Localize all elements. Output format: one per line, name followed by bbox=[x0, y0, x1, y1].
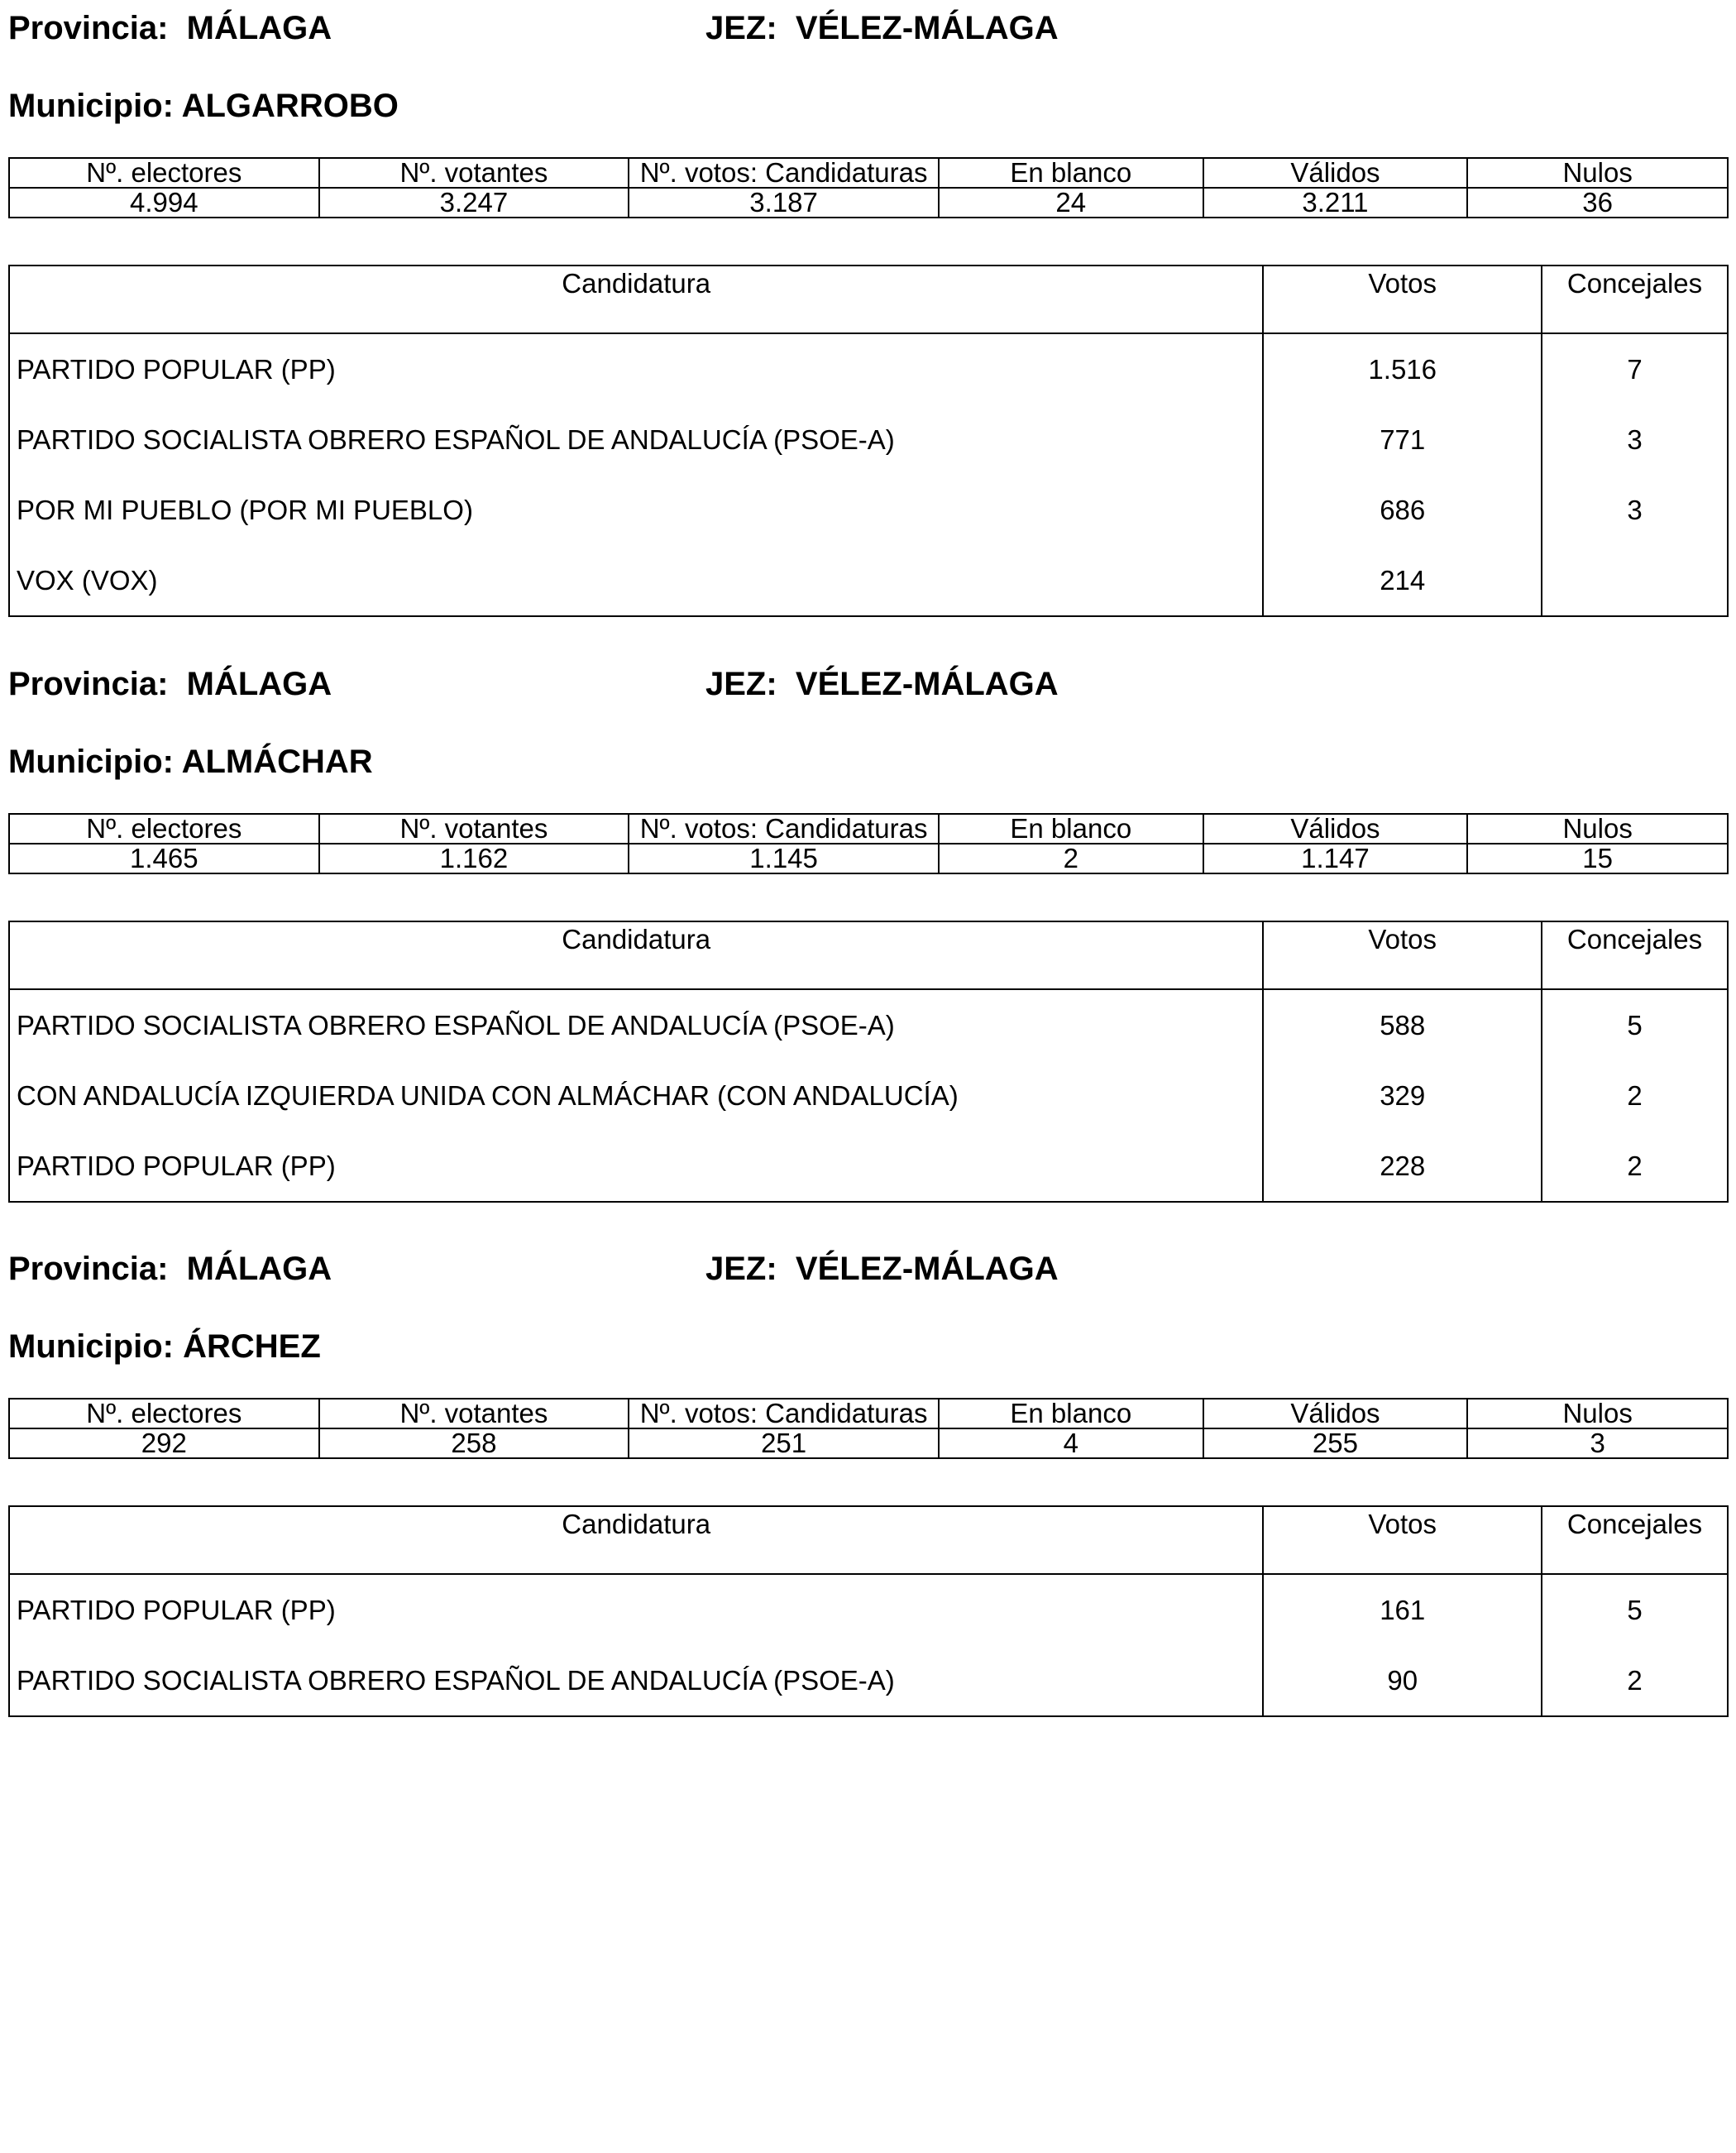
jez-label: JEZ: bbox=[705, 10, 777, 46]
votos-header: Votos bbox=[1263, 921, 1542, 989]
candidatura-concejales: 2 bbox=[1627, 1664, 1643, 1696]
stats-header-votantes: Nº. votantes bbox=[319, 158, 629, 188]
concejales-header: Concejales bbox=[1542, 1506, 1728, 1574]
stats-header-validos: Válidos bbox=[1203, 1399, 1468, 1428]
stats-value-row bbox=[9, 1428, 1728, 1458]
candidaturas-table bbox=[8, 265, 1729, 617]
concejales-header: Concejales bbox=[1542, 266, 1728, 333]
candidaturas-table bbox=[8, 1505, 1729, 1717]
stats-value-validos: 3.211 bbox=[1203, 188, 1468, 218]
stats-value-row bbox=[9, 844, 1728, 873]
municipio-label: Municipio: bbox=[8, 88, 174, 124]
votos-header: Votos bbox=[1263, 1506, 1542, 1574]
candidatura-name: CON ANDALUCÍA IZQUIERDA UNIDA CON ALMÁCHAR (CON ANDALUCÍA) bbox=[9, 1060, 1263, 1131]
stats-value-nulos: 36 bbox=[1467, 188, 1728, 218]
candidatura-concejales: 7 bbox=[1627, 353, 1643, 385]
candidatura-name: PARTIDO POPULAR (PP) bbox=[9, 1574, 1263, 1645]
stats-value-en-blanco: 24 bbox=[939, 188, 1203, 218]
municipio-line bbox=[8, 86, 399, 126]
candidatura-name: PARTIDO POPULAR (PP) bbox=[9, 1131, 1263, 1202]
candidatura-votos: 161 bbox=[1263, 1574, 1542, 1645]
candidatura-row bbox=[9, 333, 1728, 404]
stats-value-votos-cand: 251 bbox=[629, 1428, 939, 1458]
provincia-label: Provincia: bbox=[8, 666, 169, 702]
candidatura-concejales: 5 bbox=[1627, 1009, 1643, 1041]
candidaturas-header-row bbox=[9, 921, 1728, 989]
candidatura-row bbox=[9, 545, 1728, 616]
stats-value-electores: 1.465 bbox=[9, 844, 319, 873]
stats-header-row bbox=[9, 1399, 1728, 1428]
candidatura-concejales: 5 bbox=[1627, 1594, 1643, 1625]
jez-value: VÉLEZ-MÁLAGA bbox=[795, 666, 1059, 702]
stats-header-validos: Válidos bbox=[1203, 814, 1468, 844]
jez-label: JEZ: bbox=[705, 1251, 777, 1287]
candidaturas-header-row bbox=[9, 1506, 1728, 1574]
candidatura-row bbox=[9, 475, 1728, 545]
jez-line bbox=[705, 664, 1059, 704]
municipio-value: ALMÁCHAR bbox=[181, 744, 373, 780]
municipio-label: Municipio: bbox=[8, 744, 174, 780]
stats-header-validos: Válidos bbox=[1203, 158, 1468, 188]
candidatura-row bbox=[9, 404, 1728, 475]
candidatura-votos: 588 bbox=[1263, 989, 1542, 1060]
stats-header-electores: Nº. electores bbox=[9, 814, 319, 844]
candidatura-votos: 90 bbox=[1263, 1645, 1542, 1716]
candidatura-name: PARTIDO SOCIALISTA OBRERO ESPAÑOL DE ANDALUCÍA (PSOE-A) bbox=[9, 989, 1263, 1060]
votos-header: Votos bbox=[1263, 266, 1542, 333]
stats-value-electores: 4.994 bbox=[9, 188, 319, 218]
stats-header-votos-cand: Nº. votos: Candidaturas bbox=[629, 1399, 939, 1428]
stats-value-votantes: 3.247 bbox=[319, 188, 629, 218]
stats-value-validos: 255 bbox=[1203, 1428, 1468, 1458]
stats-value-electores: 292 bbox=[9, 1428, 319, 1458]
candidatura-row bbox=[9, 1131, 1728, 1202]
provincia-value: MÁLAGA bbox=[186, 1251, 332, 1287]
provincia-value: MÁLAGA bbox=[186, 10, 332, 46]
provincia-line bbox=[8, 8, 332, 48]
candidatura-concejales: 3 bbox=[1627, 494, 1643, 525]
municipio-line bbox=[8, 742, 373, 782]
stats-header-electores: Nº. electores bbox=[9, 1399, 319, 1428]
jez-value: VÉLEZ-MÁLAGA bbox=[795, 1251, 1059, 1287]
stats-header-votos-cand: Nº. votos: Candidaturas bbox=[629, 814, 939, 844]
stats-value-votantes: 1.162 bbox=[319, 844, 629, 873]
stats-value-validos: 1.147 bbox=[1203, 844, 1468, 873]
stats-value-nulos: 15 bbox=[1467, 844, 1728, 873]
candidatura-votos: 1.516 bbox=[1263, 333, 1542, 404]
candidaturas-table bbox=[8, 921, 1729, 1203]
stats-value-en-blanco: 2 bbox=[939, 844, 1203, 873]
stats-header-nulos: Nulos bbox=[1467, 814, 1728, 844]
candidatura-concejales: 2 bbox=[1627, 1079, 1643, 1111]
stats-header-votos-cand: Nº. votos: Candidaturas bbox=[629, 158, 939, 188]
stats-header-row bbox=[9, 814, 1728, 844]
stats-value-en-blanco: 4 bbox=[939, 1428, 1203, 1458]
concejales-header: Concejales bbox=[1542, 921, 1728, 989]
candidatura-votos: 771 bbox=[1263, 404, 1542, 475]
candidatura-votos: 214 bbox=[1263, 545, 1542, 616]
municipio-value: ALGARROBO bbox=[181, 88, 399, 124]
candidatura-name: POR MI PUEBLO (POR MI PUEBLO) bbox=[9, 475, 1263, 545]
stats-header-nulos: Nulos bbox=[1467, 1399, 1728, 1428]
candidatura-row bbox=[9, 1645, 1728, 1716]
candidatura-name: PARTIDO POPULAR (PP) bbox=[9, 333, 1263, 404]
stats-header-en-blanco: En blanco bbox=[939, 158, 1203, 188]
stats-header-votantes: Nº. votantes bbox=[319, 1399, 629, 1428]
candidatura-name: PARTIDO SOCIALISTA OBRERO ESPAÑOL DE ANDALUCÍA (PSOE-A) bbox=[9, 404, 1263, 475]
candidatura-name: PARTIDO SOCIALISTA OBRERO ESPAÑOL DE ANDALUCÍA (PSOE-A) bbox=[9, 1645, 1263, 1716]
candidatura-concejales: 2 bbox=[1627, 1150, 1643, 1181]
municipio-line bbox=[8, 1327, 321, 1366]
stats-header-votantes: Nº. votantes bbox=[319, 814, 629, 844]
municipio-value: ÁRCHEZ bbox=[183, 1328, 321, 1365]
candidatura-concejales: 3 bbox=[1627, 423, 1643, 455]
jez-line bbox=[705, 1249, 1059, 1289]
provincia-line bbox=[8, 664, 332, 704]
municipio-label: Municipio: bbox=[8, 1328, 174, 1365]
stats-header-electores: Nº. electores bbox=[9, 158, 319, 188]
stats-table bbox=[8, 1398, 1729, 1459]
candidatura-row bbox=[9, 1574, 1728, 1645]
jez-value: VÉLEZ-MÁLAGA bbox=[795, 10, 1059, 46]
candidatura-header: Candidatura bbox=[9, 266, 1263, 333]
stats-value-row bbox=[9, 188, 1728, 218]
stats-value-votos-cand: 3.187 bbox=[629, 188, 939, 218]
provincia-line bbox=[8, 1249, 332, 1289]
provincia-value: MÁLAGA bbox=[186, 666, 332, 702]
candidatura-votos: 329 bbox=[1263, 1060, 1542, 1131]
stats-header-en-blanco: En blanco bbox=[939, 814, 1203, 844]
candidatura-header: Candidatura bbox=[9, 1506, 1263, 1574]
stats-header-nulos: Nulos bbox=[1467, 158, 1728, 188]
stats-value-votos-cand: 1.145 bbox=[629, 844, 939, 873]
provincia-label: Provincia: bbox=[8, 10, 169, 46]
candidatura-header: Candidatura bbox=[9, 921, 1263, 989]
provincia-label: Provincia: bbox=[8, 1251, 169, 1287]
candidatura-row bbox=[9, 1060, 1728, 1131]
stats-value-votantes: 258 bbox=[319, 1428, 629, 1458]
candidatura-name: VOX (VOX) bbox=[9, 545, 1263, 616]
candidatura-concejales bbox=[1542, 545, 1728, 616]
jez-label: JEZ: bbox=[705, 666, 777, 702]
stats-table bbox=[8, 157, 1729, 218]
candidaturas-header-row bbox=[9, 266, 1728, 333]
stats-header-row bbox=[9, 158, 1728, 188]
stats-table bbox=[8, 813, 1729, 874]
stats-value-nulos: 3 bbox=[1467, 1428, 1728, 1458]
candidatura-votos: 228 bbox=[1263, 1131, 1542, 1202]
candidatura-row bbox=[9, 989, 1728, 1060]
stats-header-en-blanco: En blanco bbox=[939, 1399, 1203, 1428]
candidatura-votos: 686 bbox=[1263, 475, 1542, 545]
jez-line bbox=[705, 8, 1059, 48]
